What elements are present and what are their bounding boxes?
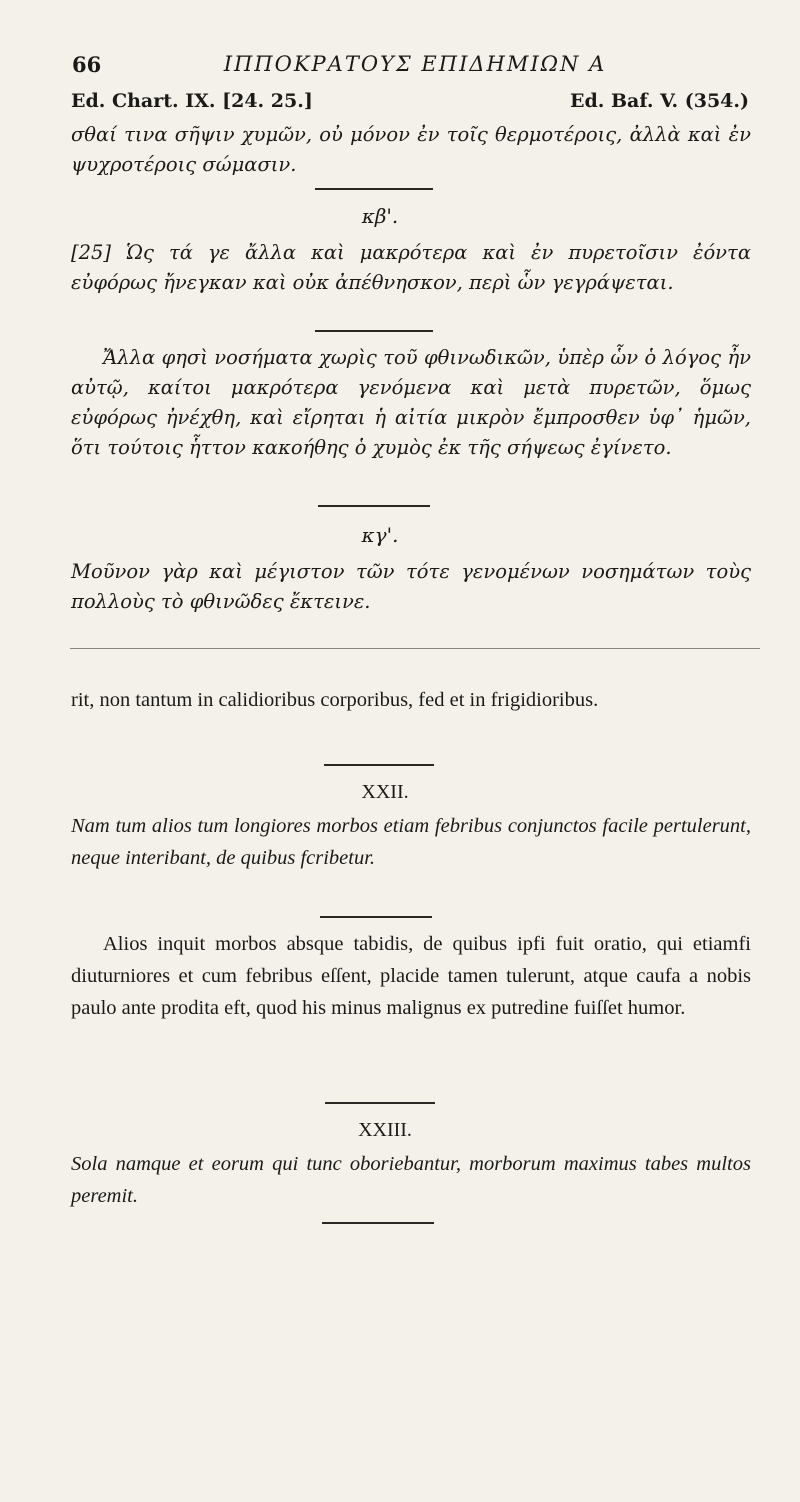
edition-reference-line — [71, 90, 761, 120]
latin-paragraph-2: Nam tum alios tum longiores morbos etiam febribus conjunctos facile pertulerunt, neque interibant, de quibus fcribetur. — [71, 815, 751, 869]
edition-reference-chartier: Ed. Chart. IX. [24. 25.] — [71, 90, 313, 112]
edition-reference-basel: Ed. Baf. V. (354.) — [570, 90, 749, 112]
page-number: 66 — [72, 52, 102, 77]
latin-section-heading-23: XXIII. — [358, 1119, 412, 1141]
section-divider — [325, 1102, 435, 1104]
greek-paragraph-4: Μοῦνον γὰρ καὶ μέγιστον τῶν τότε γενομένων νοσημάτων τοὺς πολλοὺς τὸ φθινῶδες ἔκτεινε. — [71, 560, 751, 613]
latin-paragraph-4: Sola namque et eorum qui tunc oboriebantur, morborum maximus tabes multos peremit. — [71, 1153, 751, 1207]
latin-commentary-paragraph: Alios inquit morbos absque tabidis, de quibus ipfi fuit oratio, qui etiamfi diuturniores et cum febribus eſſent, placide tamen tulerunt, atque caufa a nobis paulo ante prodita eft, quod his minus malignus ex putredine fuiſſet humor. — [71, 933, 751, 1019]
greek-paragraph-1: σθαί τινα σῆψιν χυμῶν, οὐ μόνον ἐν τοῖς θερμοτέροις, ἀλλὰ καὶ ἐν ψυχροτέροις σώμασιν. — [71, 123, 751, 176]
language-separator — [70, 648, 760, 649]
section-divider — [315, 188, 433, 190]
latin-section-heading-22: XXII. — [361, 781, 409, 803]
greek-commentary-paragraph: Ἄλλα φησὶ νοσήματα χωρὶς τοῦ φθινωδικῶν, ὑπὲρ ὧν ὁ λόγος ἦν αὐτῷ, καίτοι μακρότερα γενόμενα καὶ μετὰ πυρετῶν, ὅμως εὐφόρως ἠνέχθη, καὶ εἴρηται ἡ αἰτία μικρὸν ἔμπροσθεν ὑφ᾽ ἡμῶν, ὅτι τούτοις ἧττον κακοήθης ὁ χυμὸς ἐκ τῆς σήψεως ἐγίνετο. — [71, 346, 751, 459]
latin-paragraph-1: rit, non tantum in calidioribus corporibus, fed et in frigidioribus. — [71, 689, 599, 711]
greek-paragraph-2: [25] Ὡς τά γε ἄλλα καὶ μακρότερα καὶ ἐν πυρετοῖσιν ἐόντα εὐφόρως ἤνεγκαν καὶ οὐκ ἀπέθνησκον, περὶ ὧν γεγράψεται. — [71, 241, 751, 294]
section-divider — [324, 764, 434, 766]
page-header — [70, 46, 760, 86]
section-divider — [320, 916, 432, 918]
greek-section-heading-23: κγ'. — [361, 523, 399, 547]
section-divider — [318, 505, 430, 507]
section-divider — [322, 1222, 434, 1224]
section-divider — [315, 330, 433, 332]
running-title: ΙΠΠΟΚΡΑΤΟΥΣ ΕΠΙΔΗΜΙΩΝ Α — [223, 52, 607, 76]
greek-section-heading-22: κβ'. — [361, 204, 399, 228]
